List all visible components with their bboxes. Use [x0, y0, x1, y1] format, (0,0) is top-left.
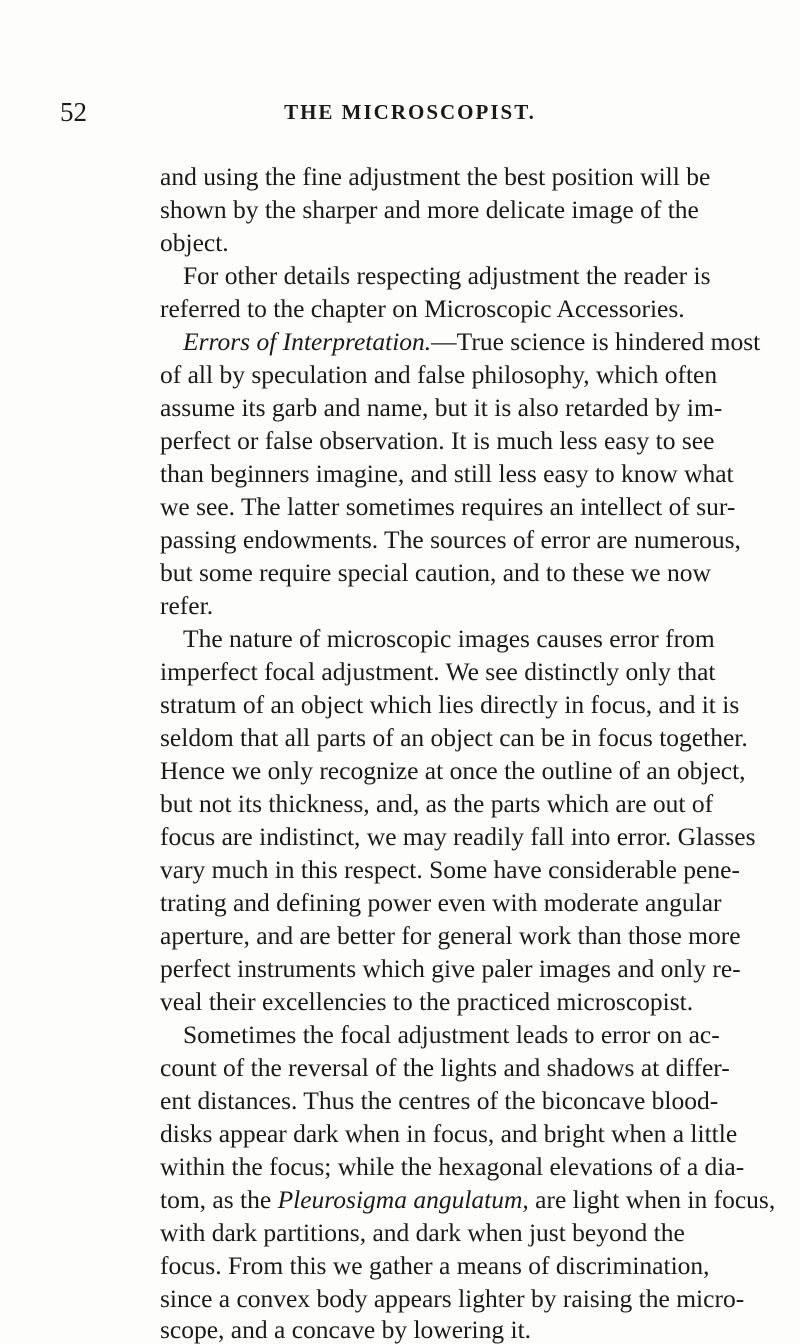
species-prefix: tom, as the: [160, 1185, 278, 1214]
text-line: but some require special caution, and to these we now: [160, 558, 711, 587]
text-line: vary much in this respect. Some have considerable pene-: [160, 855, 740, 884]
text-line: of all by speculation and false philosophy, which often: [160, 360, 718, 389]
text-line: since a convex body appears lighter by raising the micro-: [160, 1284, 745, 1313]
text-line: refer.: [160, 591, 214, 620]
text-line: than beginners imagine, and still less easy to know what: [160, 459, 734, 488]
text-line: we see. The latter sometimes requires an intellect of sur-: [160, 492, 736, 521]
text-line: within the focus; while the hexagonal elevations of a dia-: [160, 1152, 745, 1181]
text-line: perfect instruments which give paler images and only re-: [160, 954, 741, 983]
text-line: The nature of microscopic images causes error from: [183, 624, 715, 653]
page-number: 52: [60, 97, 87, 127]
text-line: passing endowments. The sources of error are numerous,: [160, 525, 741, 554]
text-line: shown by the sharper and more delicate image of the: [160, 195, 699, 224]
section-heading-line: [183, 325, 761, 358]
text-line: focus are indistinct, we may readily fall into error. Glasses: [160, 822, 756, 851]
text-line: and using the fine adjustment the best position will be: [160, 162, 711, 191]
text-line: assume its garb and name, but it is also retarded by im-: [160, 393, 723, 422]
running-title: THE MICROSCOPIST.: [284, 100, 536, 124]
text-line: scope, and a concave by lowering it.: [160, 1315, 532, 1344]
text-line: Sometimes the focal adjustment leads to error on ac-: [183, 1020, 720, 1049]
text-line: imperfect focal adjustment. We see distinctly only that: [160, 657, 716, 686]
species-name: Pleurosigma angulatum,: [277, 1185, 529, 1214]
text-line: object.: [160, 228, 229, 257]
text-line: but not its thickness, and, as the parts which are out of: [160, 789, 714, 818]
section-heading: Errors of Interpretation.: [183, 327, 432, 356]
section-heading-continuation: —True science is hindered most: [431, 327, 761, 356]
text-line: disks appear dark when in focus, and bright when a little: [160, 1119, 738, 1148]
text-line: Hence we only recognize at once the outline of an object,: [160, 756, 746, 785]
text-line: veal their excellencies to the practiced microscopist.: [160, 987, 694, 1016]
text-line: focus. From this we gather a means of discrimination,: [160, 1251, 710, 1280]
text-line: aperture, and are better for general work than those more: [160, 921, 741, 950]
text-line: with dark partitions, and dark when just beyond the: [160, 1218, 685, 1247]
text-line: stratum of an object which lies directly in focus, and it is: [160, 690, 740, 719]
text-line: referred to the chapter on Microscopic Accessories.: [160, 294, 685, 323]
text-line: ent distances. Thus the centres of the biconcave blood-: [160, 1086, 719, 1115]
text-line: perfect or false observation. It is much less easy to see: [160, 426, 715, 455]
species-line: [160, 1183, 776, 1216]
text-line: trating and defining power even with moderate angular: [160, 888, 722, 917]
species-suffix: are light when in focus,: [528, 1185, 776, 1214]
text-line: For other details respecting adjustment the reader is: [183, 261, 711, 290]
page-header: [60, 92, 740, 132]
text-line: count of the reversal of the lights and shadows at differ-: [160, 1053, 730, 1082]
text-line: seldom that all parts of an object can be in focus together.: [160, 723, 748, 752]
